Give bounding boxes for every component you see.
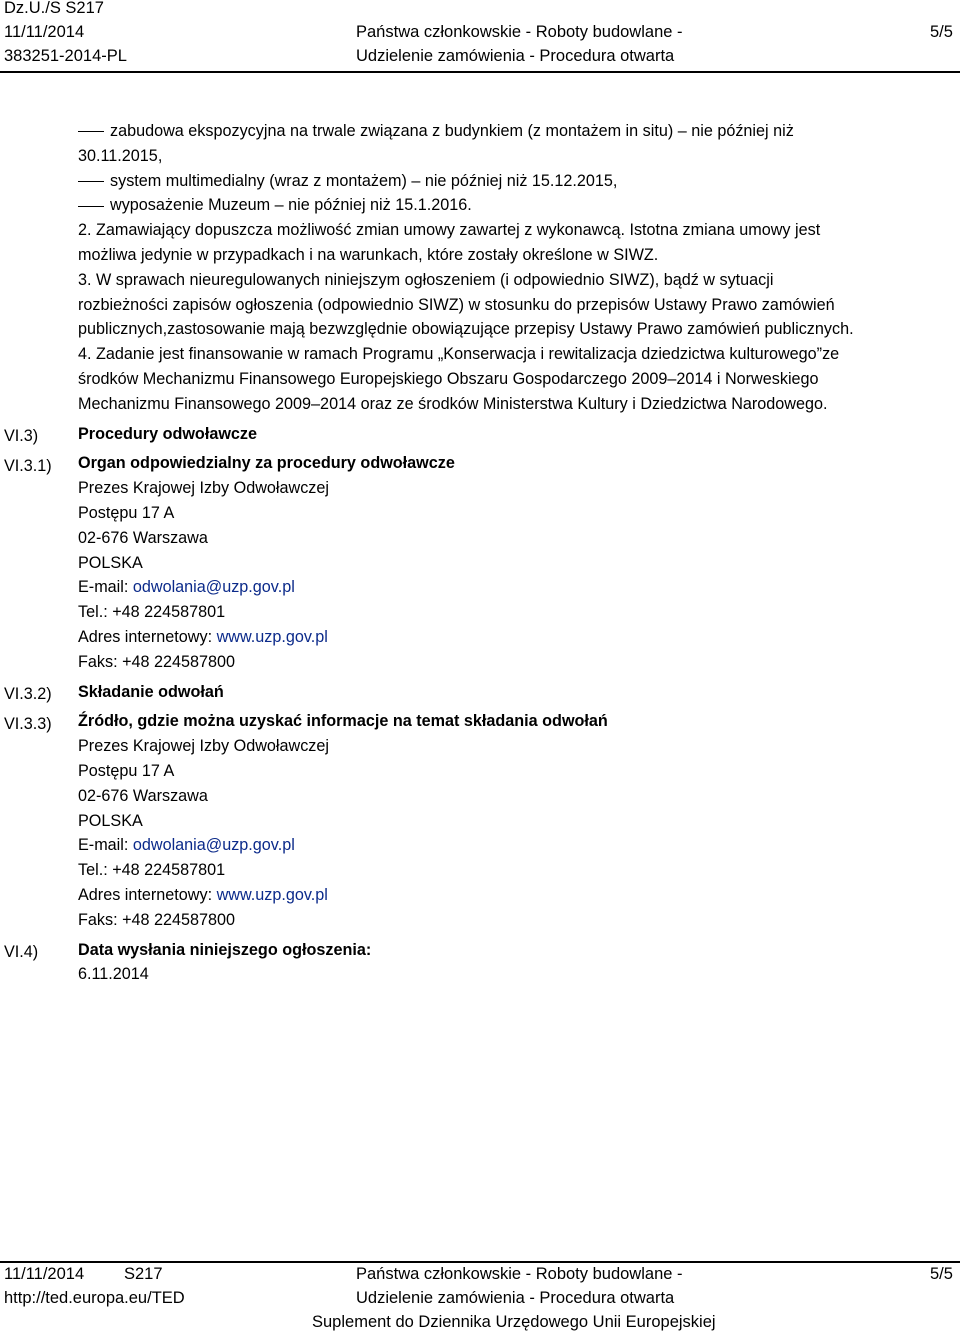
journal-ref: Dz.U./S S217: [4, 0, 104, 17]
header-page-number: 5/5: [930, 23, 953, 41]
review-body-country: POLSKA: [78, 553, 143, 572]
header-title-line1: Państwa członkowskie - Roboty budowlane -: [356, 23, 683, 41]
section-title-vi31: Organ odpowiedzialny za procedury odwoławcze: [78, 454, 455, 473]
review-body-email-row: [78, 575, 938, 600]
tel-label: Tel.:: [78, 603, 108, 622]
email-link[interactable]: odwolania@uzp.gov.pl: [132, 578, 295, 597]
paragraph-4-line2: środków Mechanizmu Finansowego Europejskiego Obszaru Gospodarczego 2009–2014 i Norweskiego: [78, 369, 819, 388]
section-number-vi32: VI.3.2): [4, 685, 52, 703]
info-source-name: Prezes Krajowej Izby Odwoławczej: [78, 737, 330, 756]
fax-value: +48 224587800: [122, 910, 236, 929]
review-body-city: 02-676 Warszawa: [78, 528, 208, 547]
footer-issue: S217: [124, 1265, 163, 1283]
web-link[interactable]: www.uzp.gov.pl: [216, 885, 328, 904]
footer-supplement: Suplement do Dziennika Urzędowego Unii Europejskiej: [312, 1313, 716, 1331]
section-title-vi32: Składanie odwołań: [78, 682, 224, 701]
fax-value: +48 224587800: [122, 652, 236, 671]
footer-date: 11/11/2014: [4, 1265, 85, 1283]
fax-label: Faks:: [78, 910, 118, 929]
paragraph-2-line1: 2. Zamawiający dopuszcza możliwość zmian umowy zawartej z wykonawcą. Istotna zmiana umowy jest: [78, 221, 821, 240]
email-label: E-mail:: [78, 578, 129, 597]
section-number-vi31: VI.3.1): [4, 457, 52, 475]
info-source-city: 02-676 Warszawa: [78, 786, 208, 805]
review-body-name: Prezes Krajowej Izby Odwoławczej: [78, 479, 330, 498]
list-item-text: system multimedialny (wraz z montażem) – nie później niż 15.12.2015,: [110, 171, 618, 190]
review-body-street: Postępu 17 A: [78, 503, 175, 522]
footer-title-line2: Udzielenie zamówienia - Procedura otwarta: [356, 1289, 675, 1307]
email-link[interactable]: odwolania@uzp.gov.pl: [132, 836, 295, 855]
footer-title-line1: Państwa członkowskie - Roboty budowlane -: [356, 1265, 683, 1283]
header-divider: [0, 71, 960, 73]
tel-label: Tel.:: [78, 861, 108, 880]
list-item: [78, 193, 938, 218]
info-source-web-row: [78, 883, 938, 908]
dispatch-date: 6.11.2014: [78, 965, 149, 984]
section-number-vi3: VI.3): [4, 427, 39, 445]
paragraph-4-line1: 4. Zadanie jest finansowanie w ramach Programu „Konserwacja i rewitalizacja dziedzictwa kulturowego”ze: [78, 345, 840, 364]
dash-bullet: [78, 206, 104, 207]
info-source-fax-row: [78, 908, 938, 933]
document-id: 383251-2014-PL: [4, 47, 127, 65]
list-item: [78, 169, 938, 194]
review-body-fax-row: [78, 650, 938, 675]
fax-label: Faks:: [78, 652, 118, 671]
section-number-vi33: VI.3.3): [4, 715, 52, 733]
web-label: Adres internetowy:: [78, 627, 213, 646]
paragraph-3-line1: 3. W sprawach nieuregulowanych niniejszym ogłoszeniem (i odpowiednio SIWZ), bądź w sytuacji: [78, 270, 774, 289]
email-label: E-mail:: [78, 836, 129, 855]
paragraph-3-line2: rozbieżności zapisów ogłoszenia (odpowiednio SIWZ) w stosunku do przepisów Ustawy Prawo zamówień: [78, 295, 835, 314]
list-item-text: wyposażenie Muzeum – nie później niż 15.1.2016.: [110, 196, 472, 215]
tel-value: +48 224587801: [112, 861, 226, 880]
list-item: [78, 119, 938, 144]
footer-page-number: 5/5: [930, 1265, 953, 1283]
web-label: Adres internetowy:: [78, 885, 213, 904]
section-title-vi4: Data wysłania niniejszego ogłoszenia:: [78, 940, 372, 959]
section-title-vi33: Źródło, gdzie można uzyskać informacje na temat składania odwołań: [78, 712, 608, 731]
header-title-line2: Udzielenie zamówienia - Procedura otwarta: [356, 47, 675, 65]
dash-bullet: [78, 181, 104, 182]
paragraph-2-line2: możliwa jedynie w przypadkach i na warunkach, które zostały określone w SIWZ.: [78, 245, 659, 264]
info-source-tel-row: [78, 858, 938, 883]
header-date: 11/11/2014: [4, 23, 85, 41]
paragraph-3-line3: publicznych,zastosowanie mają bezwzględnie obowiązujące przepisy Ustawy Prawo zamówień publicznych.: [78, 320, 854, 339]
list-item-continuation: 30.11.2015,: [78, 146, 163, 165]
list-item-text: zabudowa ekspozycyjna na trwale związana z budynkiem (z montażem in situ) – nie później niż: [110, 122, 794, 140]
review-body-tel-row: [78, 600, 938, 625]
info-source-email-row: [78, 833, 938, 858]
main-content: [78, 119, 938, 987]
dash-bullet: [78, 131, 104, 132]
paragraph-4-line3: Mechanizmu Finansowego 2009–2014 oraz ze środków Ministerstwa Kultury i Dziedzictwa Narodowego.: [78, 394, 828, 413]
review-body-web-row: [78, 625, 938, 650]
section-number-vi4: VI.4): [4, 943, 39, 961]
tel-value: +48 224587801: [112, 603, 226, 622]
info-source-country: POLSKA: [78, 811, 143, 830]
web-link[interactable]: www.uzp.gov.pl: [216, 627, 328, 646]
footer-url[interactable]: http://ted.europa.eu/TED: [4, 1289, 185, 1307]
section-title-vi3: Procedury odwoławcze: [78, 424, 258, 443]
info-source-street: Postępu 17 A: [78, 761, 175, 780]
